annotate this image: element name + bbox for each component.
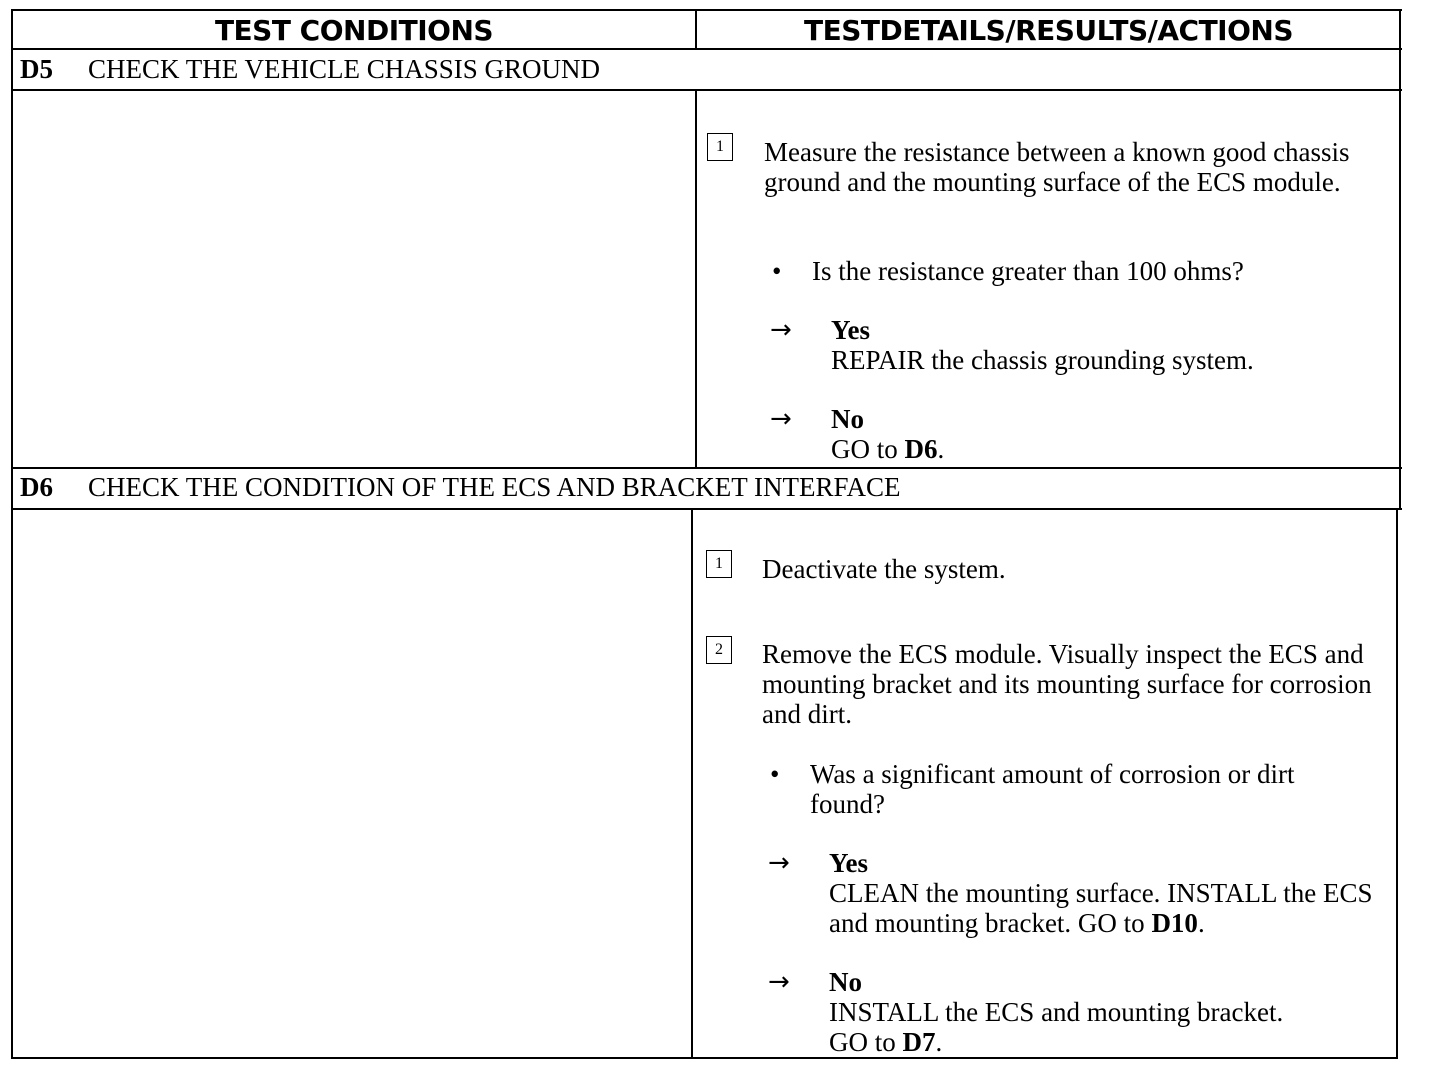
- d6-no-action-target: D7: [902, 1027, 936, 1057]
- d5-step-1-text: Measure the resistance between a known good chassis ground and the mounting surface of the ECS module.: [764, 137, 1350, 197]
- d6-title-bottom-border: [12, 508, 1402, 510]
- d6-question: Was a significant amount of corrosion or dirt found?: [810, 759, 1295, 819]
- d6-no-action-line: INSTALL the ECS and mounting bracket.: [829, 997, 1284, 1027]
- d5-yes-action: REPAIR the chassis grounding system.: [831, 345, 1254, 375]
- d6-no-action-suffix: .: [935, 1027, 943, 1057]
- d5-step-1-box: 1: [707, 133, 733, 161]
- d6-yes-action: [829, 878, 1384, 938]
- d6-title-text: CHECK THE CONDITION OF THE ECS AND BRACKET INTERFACE: [88, 472, 901, 502]
- d6-yes-action-prefix: CLEAN the mounting surface. INSTALL the ECS and mounting bracket. GO to: [829, 878, 1373, 938]
- d5-yes-arrow-icon: →: [770, 315, 792, 345]
- d6-step-id: D6: [20, 472, 53, 502]
- d6-yes-action-target: D10: [1151, 908, 1198, 938]
- d5-question: Is the resistance greater than 100 ohms?: [812, 256, 1244, 286]
- d6-step-2-box: 2: [706, 636, 732, 664]
- d5-step-id: D5: [20, 54, 53, 84]
- d5-no-action-target: D6: [904, 434, 938, 464]
- d5-title-text: CHECK THE VEHICLE CHASSIS GROUND: [88, 54, 601, 84]
- d6-yes-action-suffix: .: [1197, 908, 1205, 938]
- header-test-details: TESTDETAILS/RESULTS/ACTIONS: [803, 13, 1294, 47]
- d6-step-2-text: Remove the ECS module. Visually inspect the ECS and mounting bracket and its mounting surface for corrosion and dirt.: [762, 639, 1372, 729]
- d5-no-action-prefix: GO to: [831, 434, 905, 464]
- d6-no-action: [829, 1027, 1384, 1057]
- d5-no-action-suffix: .: [937, 434, 945, 464]
- table-right-border-lower: [1396, 508, 1398, 1059]
- d5-no-action: [831, 434, 1371, 464]
- d5-yes-label: Yes: [831, 315, 870, 345]
- d6-no-arrow-icon: →: [768, 967, 790, 997]
- d6-yes-arrow-icon: →: [768, 848, 790, 878]
- d5-body-bottom-border: [12, 467, 1402, 469]
- table-left-border: [11, 9, 13, 1059]
- table-right-border-upper: [1399, 9, 1401, 509]
- d5-no-arrow-icon: →: [770, 404, 792, 434]
- d5-question-bullet: •: [772, 256, 782, 286]
- d6-no-action-prefix: GO to: [829, 1027, 903, 1057]
- d5-title-bottom-border: [12, 89, 1402, 91]
- header-test-conditions: TEST CONDITIONS: [214, 13, 494, 47]
- d6-question-bullet: •: [770, 759, 780, 789]
- d6-column-divider: [691, 508, 693, 1059]
- d6-no-label: No: [829, 967, 862, 997]
- d6-step-1-box: 1: [706, 550, 732, 578]
- d6-section-title: [20, 472, 901, 503]
- d6-yes-label: Yes: [829, 848, 868, 878]
- d5-column-divider: [695, 89, 697, 469]
- d6-step-1-text: Deactivate the system.: [762, 554, 1006, 584]
- d5-section-title: [20, 54, 600, 85]
- d5-no-label: No: [831, 404, 864, 434]
- table-bottom-border: [12, 1057, 1398, 1059]
